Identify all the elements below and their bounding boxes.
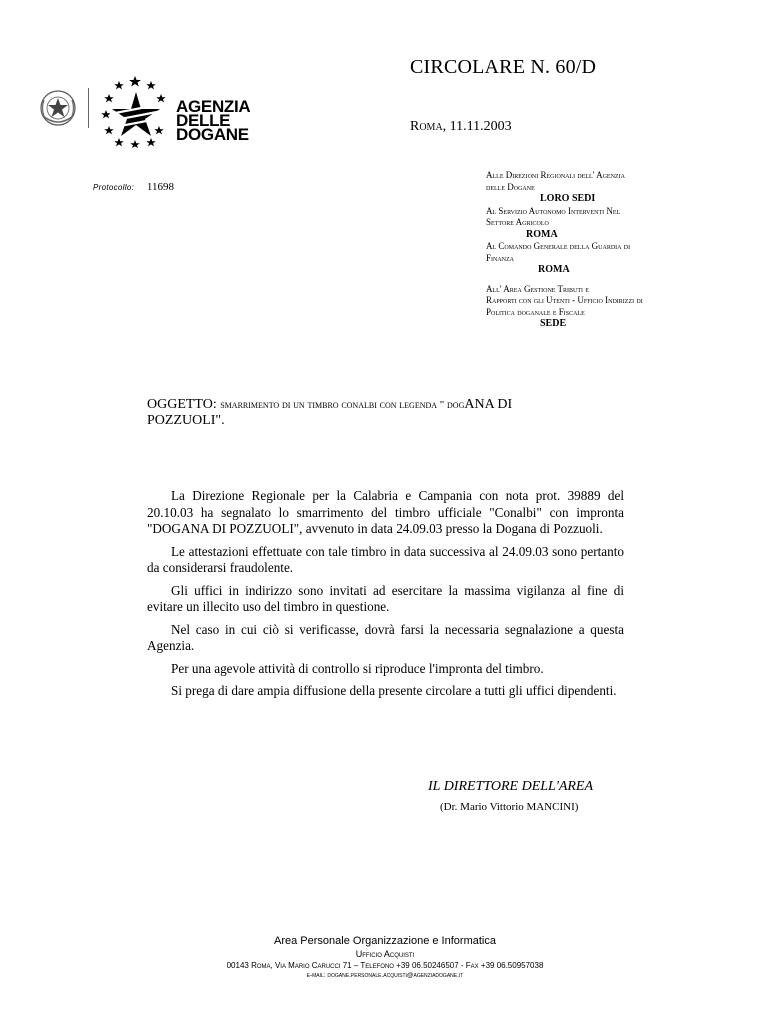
addressee-line: Settore Agricolo	[486, 217, 549, 227]
addressee-line: Rapporti con gli Utenti - Ufficio Indirizzi di	[486, 295, 643, 305]
footer-office: Ufficio Acquisti	[355, 949, 415, 959]
addressee	[486, 206, 706, 241]
body-paragraph: La Direzione Regionale per la Calabria e Campania con nota prot. 39889 del 20.10.03 ha segnalato lo smarrimento del timbro ufficiale "Conalbi" con impronta "DOGANA DI POZZUOLI", avvenuto in data 24.09.03 presso la Dogana di Pozzuoli.	[147, 488, 624, 536]
addressee-line: Finanza	[486, 252, 515, 263]
addressee-location: SEDE	[540, 318, 567, 329]
body-paragraph: Per una agevole attività di controllo si riproduce l'impronta del timbro.	[171, 660, 544, 676]
addressee	[486, 241, 706, 276]
addressee-line: All' Area Gestione Tributi e	[486, 283, 589, 294]
circular-title: CIRCOLARE N. 60/D	[410, 56, 597, 78]
addressee-location: ROMA	[526, 228, 558, 240]
addressee-location: LORO SEDI	[540, 193, 596, 204]
subject-label: OGGETTO:	[147, 397, 217, 412]
logo-line: AGENZIA	[176, 97, 251, 116]
addressee-line: Alle Direzioni Regionali dell' Agenzia	[486, 170, 625, 180]
body-paragraph: Nel caso in cui ciò si verificasse, dovrà farsi la necessaria segnalazione a questa Agenzia.	[147, 621, 624, 653]
agency-logo-text	[176, 97, 251, 144]
logo-line: DOGANE	[176, 125, 249, 144]
subject	[147, 397, 637, 429]
addressees-block	[486, 170, 706, 337]
logo-line: DELLE	[176, 111, 231, 130]
footer-department: Area Personale Organizzazione e Informatica	[274, 935, 496, 947]
addressee	[486, 284, 706, 330]
addressee-line: Politica doganale e Fiscale	[486, 306, 585, 317]
header-divider	[88, 88, 89, 128]
protocol-number	[93, 181, 174, 193]
footer-address: 00143 Roma, Via Mario Carucci 71 – Telefono +39 06.50246507 - Fax +39 06.50957038	[226, 961, 544, 970]
protocol-value: 11698	[146, 181, 174, 193]
subject-text-tail: ANA DI	[464, 397, 513, 412]
signer-role: IL DIRETTORE DELL'AREA	[428, 779, 594, 794]
addressee-location: ROMA	[538, 264, 570, 275]
agency-logo-icon	[96, 74, 174, 148]
subject-line-2: POZZUOLI".	[147, 413, 225, 428]
footer	[0, 934, 770, 981]
addressee	[486, 170, 706, 205]
protocol-label: Protocollo:	[93, 183, 135, 192]
body-paragraph: Le attestazioni effettuate con tale timbro in data successiva al 24.09.03 sono pertanto da considerarsi fraudolente.	[147, 543, 624, 575]
subject-text: smarrimento di un timbro conalbi con legenda " dog	[220, 399, 465, 411]
republic-emblem-icon	[38, 86, 78, 130]
body-text	[147, 488, 624, 706]
addressee-line: Al Comando Generale della Guardia di	[486, 241, 631, 251]
signer-name: (Dr. Mario Vittorio MANCINI)	[440, 801, 579, 813]
place-date: Roma, 11.11.2003	[410, 119, 512, 134]
footer-email: e-mail: dogane.personale.acquisti@agenziadogane.it	[306, 972, 464, 979]
addressee-line: Al Servizio Autonomo Interventi Nel	[486, 205, 621, 216]
body-paragraph: Si prega di dare ampia diffusione della presente circolare a tutti gli uffici dipendenti.	[171, 683, 617, 698]
body-paragraph: Gli uffici in indirizzo sono invitati ad esercitare la massima vigilanza al fine di evitare un illecito uso del timbro in questione.	[147, 582, 624, 614]
addressee-line: delle Dogane	[486, 181, 535, 192]
